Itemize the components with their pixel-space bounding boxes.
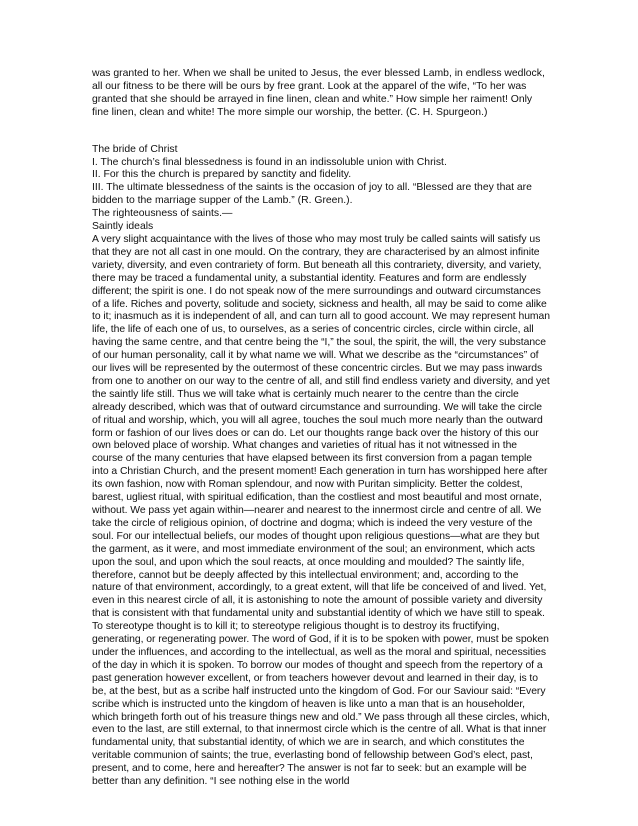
intro-paragraph: was granted to her. When we shall be united to Jesus, the ever blessed Lamb, in endless wedlock, all our fitness to be there will be ours by free grant. Look at the apparel of the wife, “To her was granted that she should be arrayed in fine linen, clean and white.” How simple her raiment! Only fine linen, clean and white! The more simple our worship, the better. (C. H. Spurgeon.): [92, 68, 545, 118]
point-1: I. The church’s final blessedness is found in an indissoluble union with Christ.: [92, 156, 447, 168]
body-paragraph: A very slight acquaintance with the lives of those who may most truly be called saints will satisfy us that they are not all cast in one mould. On the contrary, they are characterised by an almost infinite variety, diversity, and even contrariety of form. But beneath all this contrariety, diversity, and variety, there may be traced a fundamental unity, a substantial identity. Features and form are endlessly different; the spirit is one. I do not speak now of the mere surroundings and outward circumstances of a life. Riches and poverty, solitude and society, sickness and health, all may be said to come alike to it; inasmuch as it is independent of all, and can turn all to good account. We may represent human life, the life of each one of us, to ourselves, as a series of concentric circles, circle within circle, all having the same centre, and that centre being the “I,” the soul, the spirit, the will, the very substance of our human personality, call it by what name we will. What we describe as the “circumstances” of our lives will be represented by the outermost of these concentric circles. But we may pass inwards from one to another on our way to the centre of all, and still find endless variety and diversity, and yet the saintly life still. Thus we will take what is certainly much nearer to the centre than the circle already described, which was that of outward circumstance and surrounding. We will take the circle of ritual and worship, which, you will all agree, touches the soul much more nearly than the outward form or fashion of our lives does or can do. Let our thoughts range back over the history of this our own beloved place of worship. What changes and varieties of ritual has it not witnessed in the course of the many centuries that have elapsed between its first conversion from a pagan temple into a Christian Church, and the present moment! Each generation in turn has worshipped here after its own fashion, now with Roman splendour, and now with Puritan simplicity. Better the coldest, barest, ugliest ritual, with spiritual edification, than the costliest and most beautiful and most ornate, without. We pass yet again within—nearer and nearest to the innermost circle and centre of all. We take the circle of religious opinion, of doctrine and dogma; which is indeed the very vesture of the soul. For our intellectual beliefs, our modes of thought upon religious questions—what are they but the garment, as it were, and most immediate environment of the soul; an environment, which acts upon the soul, and upon which the soul reacts, at once moulding and moulded? The saintly life, therefore, cannot but be deeply affected by this intellectual environment; and, according to the nature of that environment, accordingly, to a great extent, will that life be conceived of and lived. Yet, even in this nearest circle of all, it is astonishing to note the amount of possible variety and diversity that is consistent with that fundamental unity and substantial identity of which we have still to speak. To stereotype thought is to kill it; to stereotype religious thought is to destroy its fructifying, generating, or regenerating power. The word of God, if it is to be spoken with power, must be spoken under the influences, and according to the intellectual, as well as the moral and spiritual, necessities of the day in which it is spoken. To borrow our modes of thought and speech from the repertory of a past generation however excellent, or from teachers however devout and learned in their day, is to be, at the best, but as a scribe half instructed unto the kingdom of God. For our Saviour said: “Every scribe which is instructed unto the kingdom of heaven is like unto a man that is an householder, which bringeth forth out of his treasure things new and old.” We pass through all these circles, which, even to the last, are still external, to that innermost circle which is the centre of all. What is that inner fundamental unity, that substantial identity, of which we are in search, and which constitutes the veritable communion of saints; the true, everlasting bond of fellowship between God’s elect, past, present, and to come, here and hereafter? The answer is not far to seek: but an example will be better than any definition. “I see nothing else in the world: [92, 233, 550, 788]
subtitle-righteousness: The righteousness of saints.—: [92, 208, 233, 220]
subtitle-saintly-ideals: Saintly ideals: [92, 221, 154, 233]
document-page: [92, 68, 550, 789]
spacer: [92, 120, 550, 144]
section-title: The bride of Christ: [92, 143, 178, 155]
point-2: II. For this the church is prepared by sanctity and fidelity.: [92, 169, 352, 181]
point-3: III. The ultimate blessedness of the saints is the occasion of joy to all. “Blessed are they that are bidden to the marriage supper of the Lamb.” (R. Green.).: [92, 182, 532, 207]
